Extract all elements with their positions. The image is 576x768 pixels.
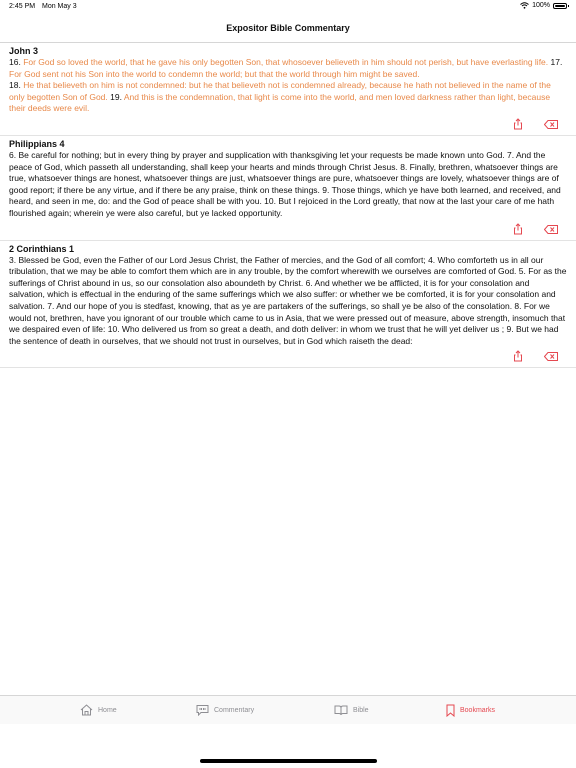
status-right <box>520 2 567 9</box>
wifi-icon <box>520 2 529 9</box>
verse-text: For God so loved the world, that he gave his only begotten Son, that whosoever believeth in him should not perish, but have everlasting life. <box>20 57 551 67</box>
bookmark-list <box>0 43 576 368</box>
verse-text: He that believeth on him is not condemned: but he that believeth not is condemned already, because he hath not believed in the name of the only begotten Son of God. <box>9 80 551 102</box>
battery-percent: 100% <box>532 2 550 9</box>
verse-number: 16. <box>9 57 21 67</box>
tab-bar <box>0 695 576 724</box>
nav-bar <box>0 14 576 43</box>
tab-home[interactable] <box>80 696 117 724</box>
delete-backspace-icon[interactable] <box>544 352 558 361</box>
delete-backspace-icon[interactable] <box>544 225 558 234</box>
tab-label: Commentary <box>214 706 255 714</box>
bookmark-reference: John 3 <box>9 46 39 56</box>
bookmark-actions <box>9 220 567 238</box>
delete-backspace-icon[interactable] <box>544 120 558 129</box>
bookmark-item[interactable] <box>0 136 576 241</box>
status-bar <box>0 0 576 14</box>
bookmark-item[interactable] <box>0 241 576 369</box>
home-icon <box>80 704 93 716</box>
share-icon[interactable] <box>512 223 524 235</box>
tab-label: Bookmarks <box>460 706 496 714</box>
page-title: Expositor Bible Commentary <box>226 23 350 33</box>
bookmark-passage: 6. Be careful for nothing; but in every thing by prayer and supplication with thanksgiving let your requests be made known unto God. 7. And the peace of God, which passeth all understanding, shall keep your hearts and minds through Christ Jesus. 8. Finally, brethren, whatsoever things are true, whatsoever things are honest, whatsoever things are just, whatsoever things are pure, whatsoever things are lovely, whatsoever things are of good report; if there be any virtue, and if there be any praise, think on these things. 9. Those things, which ye have both learned, and received, and heard, and seen in me, do: and the God of peace shall be with you. 10. But I rejoiced in the Lord greatly, that now at the last your care of me hath flourished again; wherein ye were also careful, but ye lacked opportunity. <box>9 149 561 218</box>
share-icon[interactable] <box>512 350 524 362</box>
tab-label: Home <box>98 706 117 714</box>
tab-bible[interactable] <box>334 696 369 724</box>
bookmark-actions <box>9 347 567 365</box>
verse-text: And this is the condemnation, that light is come into the world, and men loved darkness rather than light, because their deeds were evil. <box>9 91 551 114</box>
status-date: Mon May 3 <box>42 3 77 10</box>
verse-number: 17. <box>550 57 563 67</box>
bookmark-actions <box>9 115 567 133</box>
tab-commentary[interactable] <box>196 696 254 724</box>
status-time: 2:45 PM <box>9 3 36 10</box>
bookmark-icon <box>446 704 455 717</box>
home-indicator[interactable] <box>200 759 377 763</box>
verse-text: For God sent not his Son into the world to condemn the world; but that the world through him might be saved. <box>9 68 420 79</box>
bookmark-reference: Philippians 4 <box>9 138 65 149</box>
verse-number: 18. <box>9 80 21 91</box>
tab-label: Bible <box>353 706 369 714</box>
bookmark-reference: 2 Corinthians 1 <box>9 243 75 254</box>
bookmark-passage <box>9 57 567 115</box>
quote-bubble-icon <box>196 704 209 716</box>
battery-icon <box>553 3 567 9</box>
tab-bookmarks[interactable] <box>446 696 495 724</box>
share-icon[interactable] <box>512 118 524 130</box>
bookmark-item[interactable] <box>0 43 576 136</box>
bookmark-passage: 3. Blessed be God, even the Father of our Lord Jesus Christ, the Father of mercies, and the God of all comfort; 4. Who comforteth us in all our tribulation, that we may be able to comfort them which are in any trouble, by the comfort wherewith we ourselves are comforted of God. 5. For as the sufferings of Christ abound in us, so our consolation also aboundeth by Christ. 6. And whether we be afflicted, it is for your consolation and salvation, which is effectual in the enduring of the same sufferings which we also suffer: or whether we be comforted, it is for your consolation and salvation. 7. And our hope of you is stedfast, knowing, that as ye are partakers of the sufferings, so shall ye be also of the consolation. 8. For we would not, brethren, have you ignorant of our trouble which came to us in Asia, that we were pressed out of measure, above strength, insomuch that we despaired even of life: 10. Who delivered us from so great a death, and doth deliver: in whom we trust that he will yet deliver us ; 9. But we had the sentence of death in ourselves, that we should not trust in ourselves, but in God which raiseth the dead: <box>9 254 567 346</box>
open-book-icon <box>334 704 348 716</box>
verse-number: 19. <box>110 91 122 102</box>
